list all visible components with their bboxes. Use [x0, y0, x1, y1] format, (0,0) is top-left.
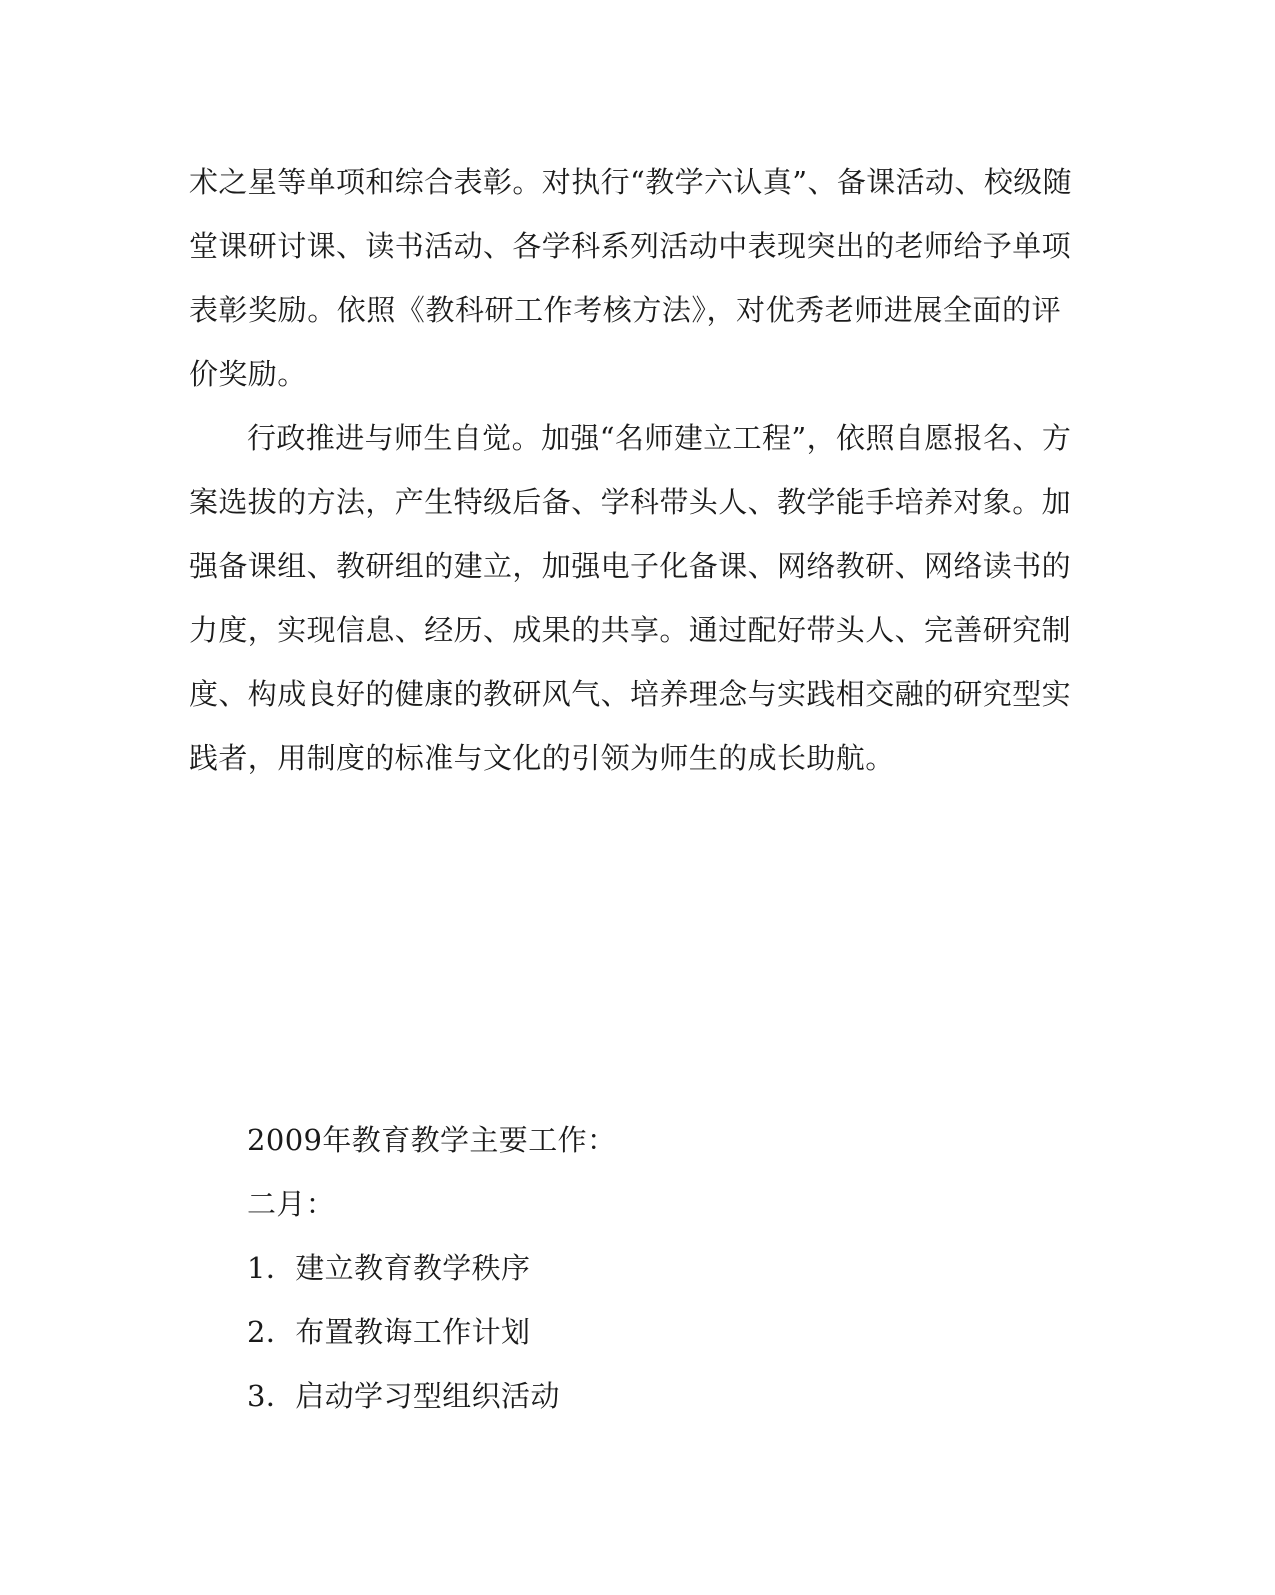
month-label: 二月：	[247, 1187, 336, 1221]
paragraph2-line-1: 行政推进与师生自觉。加强“名师建立工程”，依照自愿报名、方	[247, 421, 1072, 455]
paragraph1-line-2: 堂课研讨课、读书活动、各学科系列活动中表现突出的老师给予单项	[189, 229, 1072, 263]
paragraph2-line-5: 度、构成良好的健康的教研风气、培养理念与实践相交融的研究型实	[189, 677, 1072, 711]
list-item: 2．布置教诲工作计划	[247, 1315, 531, 1349]
paragraph1-line-3: 表彰奖励。依照《教科研工作考核方法》，对优秀老师进展全面的评	[189, 293, 1061, 327]
paragraph1-line-1: 术之星等单项和综合表彰。对执行“教学六认真”、备课活动、校级随	[189, 165, 1073, 199]
list-item: 1．建立教育教学秩序	[247, 1251, 531, 1285]
paragraph1-line-4: 价奖励。	[189, 357, 307, 391]
paragraph2-line-6: 践者，用制度的标准与文化的引领为师生的成长助航。	[189, 741, 895, 775]
section-heading: 2009年教育教学主要工作：	[247, 1123, 617, 1157]
list-item: 3．启动学习型组织活动	[247, 1379, 560, 1413]
paragraph2-line-3: 强备课组、教研组的建立，加强电子化备课、网络教研、网络读书的	[189, 549, 1072, 583]
paragraph2-line-2: 案选拔的方法，产生特级后备、学科带头人、教学能手培养对象。加	[189, 485, 1072, 519]
paragraph2-line-4: 力度，实现信息、经历、成果的共享。通过配好带头人、完善研究制	[189, 613, 1072, 647]
